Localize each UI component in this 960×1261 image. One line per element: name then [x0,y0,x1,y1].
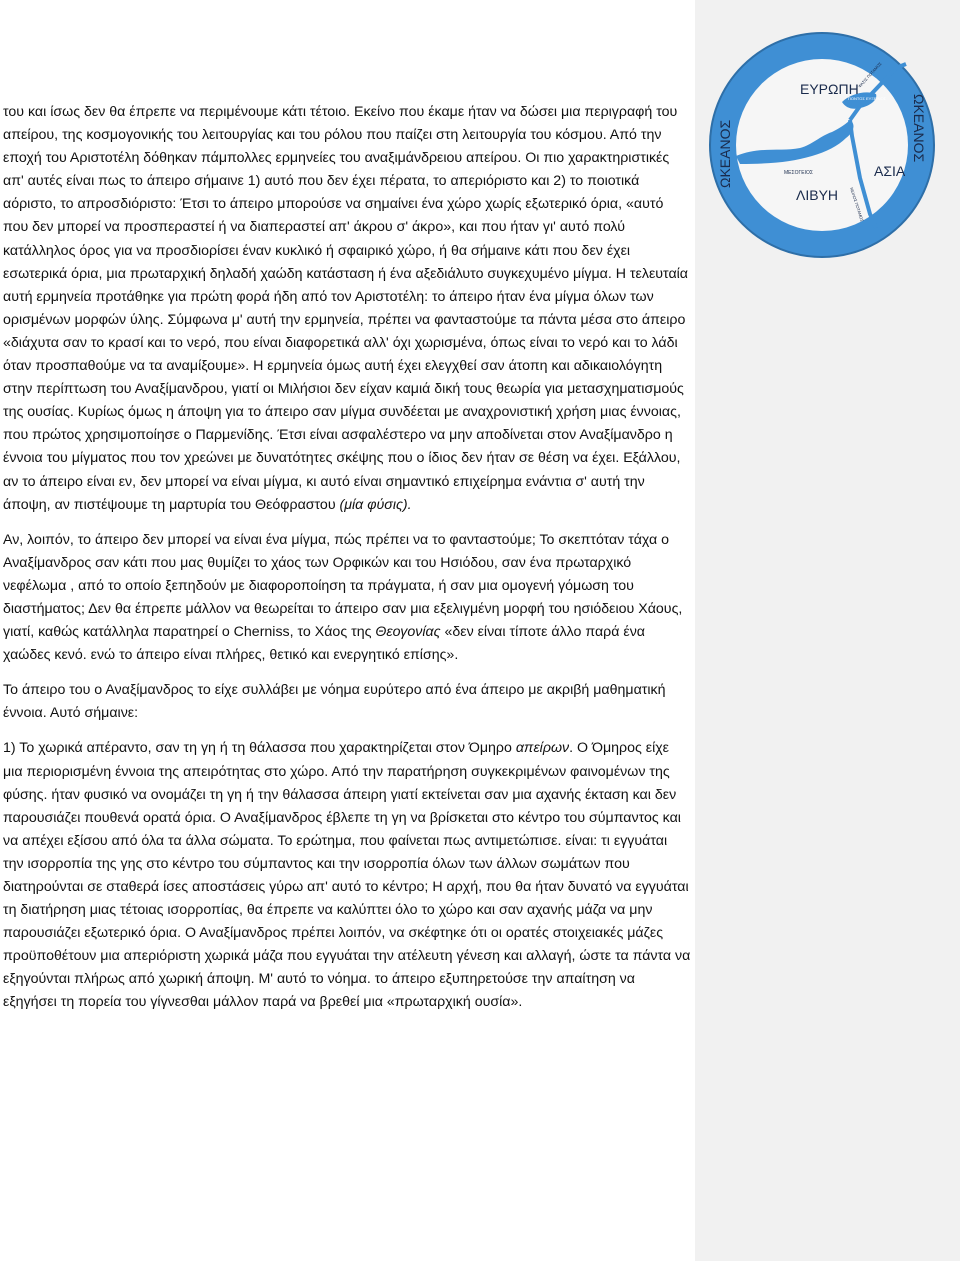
paragraph-2-italic: Θεογονίας [375,624,441,641]
paragraph-4-italic: απείρων [515,740,570,757]
paragraph-1 [3,101,691,517]
nile-label: ΝΕΙΛΟΣ ΠΟΤΑΜΟΣ [849,186,865,223]
asia-label: ΑΣΙΑ [874,163,906,179]
paragraph-4 [3,737,691,1014]
paragraph-2-text-b: «δεν είναι τίποτε άλλο παρά ένα χαώδες κενό. ενώ το άπειρο είναι πλήρες, θετικό και ενεργητικό επίσης». [3,624,646,664]
ocean-right-label: ΩΚΕΑΝΟΣ [911,94,927,163]
paragraph-3: Το άπειρο του ο Αναξίμανδρος το είχε συλλάβει με νόημα ευρύτερο από ένα άπειρο με ακριβή μαθηματική έννοια. Αυτό σήμαινε: [3,682,666,722]
paragraph-4-text-a: 1) Το χωρικά απέραντο, σαν τη γη ή τη θάλασσα που χαρακτηρίζεται στον Όμηρο [3,740,516,757]
paragraph-4-text-b: . Ο Όμηρος είχε μια περιορισμένη έννοια της απειρότητας στο χώρο. Από την παρατήρηση συγκεκριμένων φαινομένων της φύσης. ήταν φυσικό να ονομάζει τη γη ή την θάλασσα άπειρη γιατί εκτείνεται σαν μια αχανής έκταση και δεν παρουσιάζει πουθενά ορατά όρια. Ο Αναξίμανδρος έβλεπε τη γη να βρίσκεται στο κέντρο του σύμπαντος και να απέχει εξίσου από όλα τα άλλα σώματα. Το ερώτημα, που φαίνεται πως αντιμετώπισε. είναι: τι εγγυάται την ισορροπία της γης στο κέντρο του σύμπαντος και την ισορροπία όλων των άλλων σωμάτων που διατηρούνται σε σταθερά ίσες αποστάσεις γύρω απ' αυτό το κέντρο; Η αρχή, που θα ήταν δυνατό να εγγυάται τη διατήρηση μιας τέτοιας ισορροπίας, θα έπρεπε να καλύπτει όλο το χώρο και σαν αχανής μάζα να μην παρουσιάζει εξωτερικό όρια. Ο Αναξίμανδρος πρέπει λοιπόν, να σκέφτηκε ότι οι ορατές στοιχειακές μάζες προϋποθέτουν μια απεριόριστη χωρικά μάζα που εγγυάται την ατέλευτη γένεση και αλλαγή, ώστε τα πάντα να εξηγούνται πλήρως από χωρική άποψη. Μ' αυτό το νόημα. το άπειρο εξυπηρετούσε την απαίτηση να εξηγήσει τη πορεία του γίγνεσθαι μάλλον παρά να βρεθεί μια «πρωταρχική ουσία». [3,740,691,1011]
black-sea-label: ΠΟΝΤΟΣ ΕΥΞΕΙΝΟΣ [848,96,887,101]
paragraph-1-text: του και ίσως δεν θα έπρεπε να περιμένουμε κάτι τέτοιο. Εκείνο που έκαμε ήταν να δώσει μια περιγραφή του απείρου, της κοσμογονικής του λειτουργίας και του ρόλου που παίζει στη λειτουργία του κόσμου. Από την εποχή του Αριστοτέλη δόθηκαν πάμπολλες ερμηνείες του αναξιμάνδρειου απείρου. Οι πιο χαρακτηριστικές απ' αυτές είναι πως το άπειρο σήμαινε 1) αυτό που δεν έχει πέρατα, το απεριόριστο και 2) το ποιοτικά αόριστο, το απροσδιόριστο: Έτσι το άπειρο μπορούσε να σημαίνει ένα χώρο χωρίς εξωτερικό όρια, «αυτό που δεν μπορεί να προσπεραστεί ή να διαπεραστεί απ' άκρου σ' άκρο», και που ήταν γι' αυτό πολύ κατάλληλος όρος για να προσδιορίσει έναν κυκλικό ή σφαιρικό χώρο, ή θα σήμαινε κάτι που δεν έχει εσωτερικά όρια, μια πρωταρχική δηλαδή χαώδη κατάσταση ή ένα αξεδιάλυτο συγκεχυμένο μίγμα. Η τελευταία αυτή ερμηνεία προτάθηκε για πρώτη φορά ήδη από τον Αριστοτέλη: το άπειρο ήταν ένα μίγμα όλων των ορισμένων μορφών ύλης. Σύμφωνα μ' αυτή την ερμηνεία, πρέπει να φανταστούμε τα πάντα μέσα στο άπειρο «διάχυτα σαν το κρασί και το νερό, που είναι διαφορετικά αλλ' όχι χωρισμένα, όπως είναι το νερό και το λάδι όταν προσπαθούμε να τα αναμίξουμε». Η ερμηνεία όμως αυτή έχει ελεγχθεί σαν άτοπη και αδικαιολόγητη στην περίπτωση του Αναξίμανδρου, γιατί οι Μιλήσιοι δεν είχαν καμιά δική τους θεωρία για μετασχηματισμούς της ουσίας. Κυρίως όμως η άποψη για το άπειρο σαν μίγμα συνδέεται με αναχρονιστική χρήση μιας έννοιας, που πρώτος χρησιμοποίησε ο Παρμενίδης. Έτσι είναι ασφαλέστερο να μην αποδίνεται στον Αναξίμανδρο η έννοια του μίγματος που τον χρεώνει με δυνατότητες σκέψης που ο ίδιος δεν ήταν σε θέση να έχει. Εξάλλου, αν το άπειρο είναι εν, δεν μπορεί να είναι μίγμα, κι αυτό είναι σημαντικό επιχείρημα ενάντια σ' αυτή την άποψη, αν πιστέψουμε τη μαρτυρία του Θεόφραστου [3,104,688,513]
body-text [3,101,691,1015]
ocean-left-label: ΩΚΕΑΝΟΣ [717,119,733,188]
paragraph-2 [3,529,691,668]
mediterranean-label: ΜΕΣΟΓΕΙΟΣ [784,170,813,176]
anaximander-world-map [700,28,944,263]
phasis-label: ΦΑΣΙΣ ΠΟΤΑΜΟΣ [857,61,883,89]
paragraph-2-text-a: Αν, λοιπόν, το άπειρο δεν μπορεί να είναι ένα μίγμα, πώς πρέπει να το φανταστούμε; Το σκεπτόταν τάχα ο Αναξίμανδρος σαν κάτι που μας θυμίζει το χάος των Ορφικών και του Ησιόδου, σαν ένα πρωταρχικό νεφέλωμα , από το οποίο ξεπηδούν με διαφοροποίηση τα πράγματα, ή σαν μια ομογενή γόμωση του διαστήματος; Δεν θα έπρεπε μάλλον να θεωρείται το άπειρο σαν μια εξελιγμένη μορφή του ησιόδειου Χάους, γιατί, καθώς κατάλληλα παρατηρεί ο Cherniss, το Χάος της [3,531,683,641]
libya-label: ΛΙΒΥΗ [796,187,839,203]
europe-label: ΕΥΡΩΠΗ [800,81,859,97]
paragraph-1-italic: (μία φύσις). [339,496,412,513]
